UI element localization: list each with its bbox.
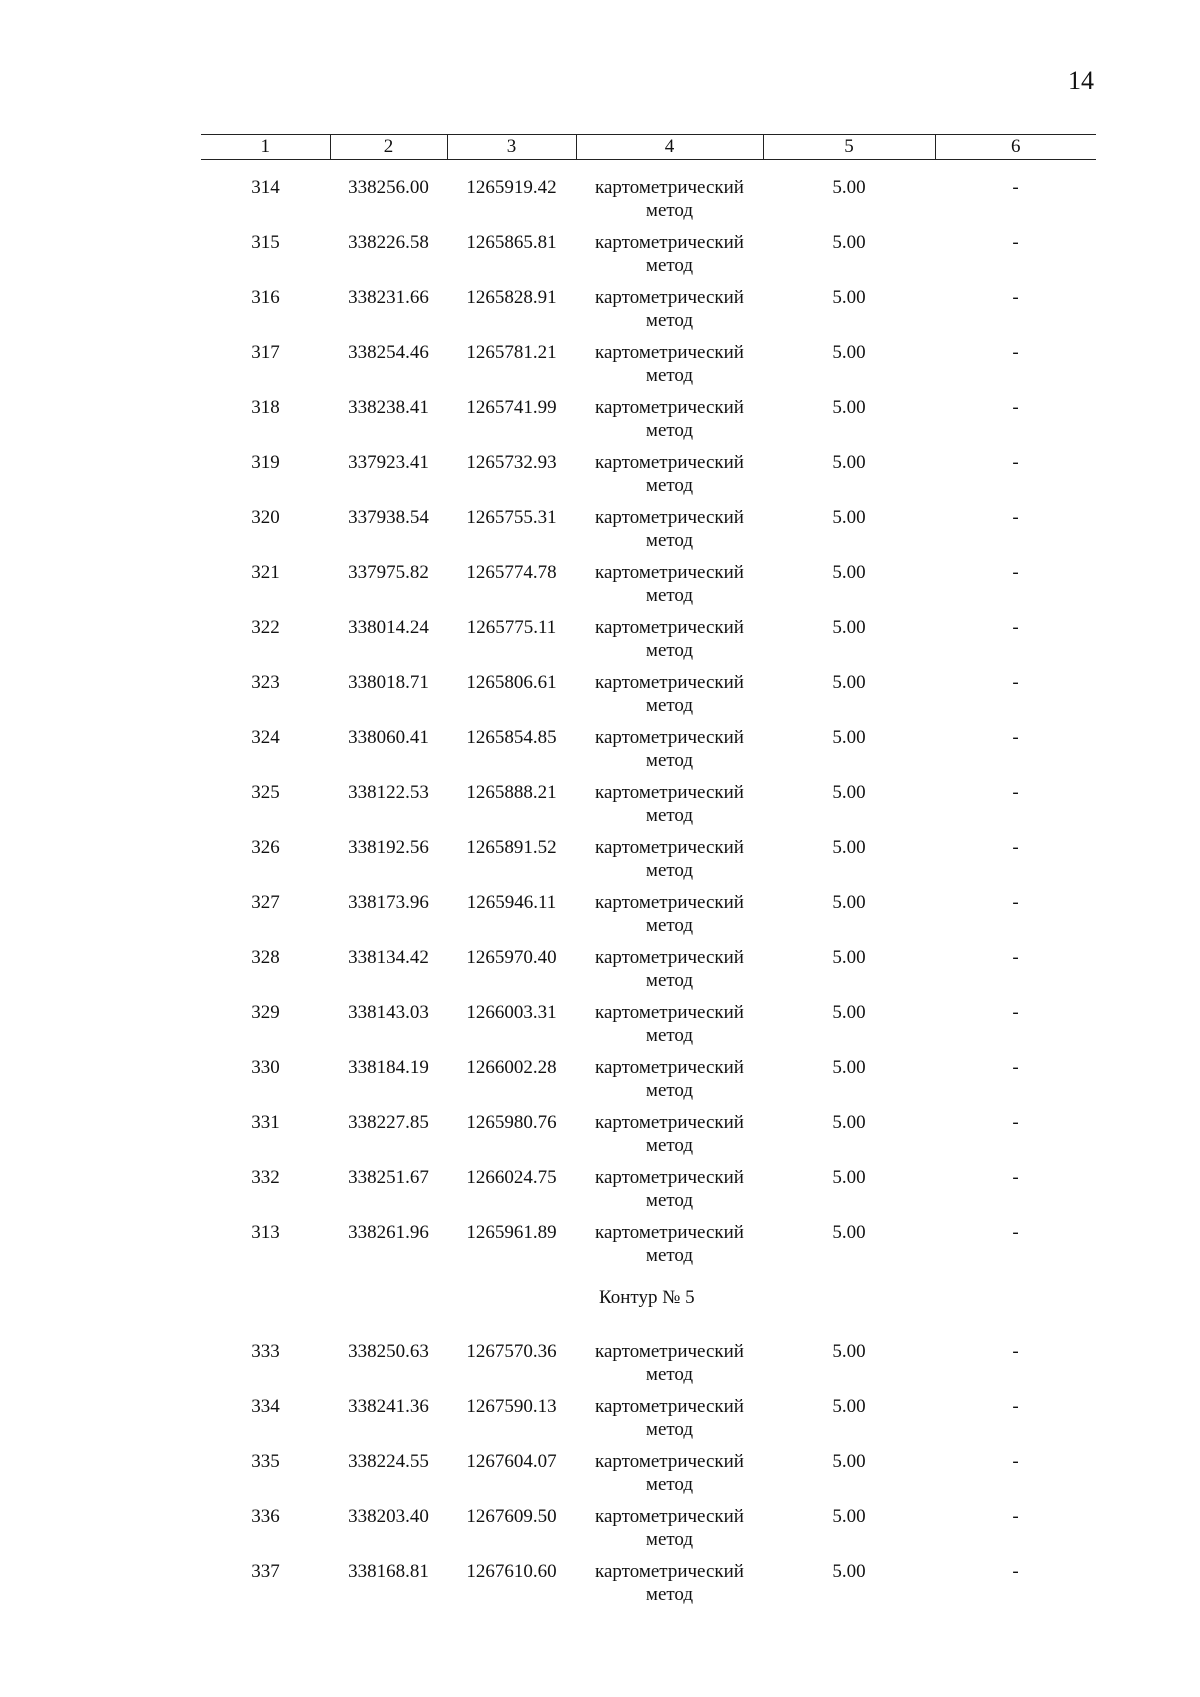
- table-row: [201, 231, 1096, 286]
- method-line-2: метод: [645, 1190, 694, 1211]
- accuracy-value: 5.00: [832, 617, 866, 638]
- point-number: 333: [251, 1341, 280, 1362]
- note-value: -: [1012, 452, 1019, 473]
- point-number: 332: [251, 1167, 280, 1188]
- method-line-1: картометрический: [595, 287, 744, 308]
- coordinate-x: 338060.41: [348, 727, 429, 748]
- method-cell: [576, 1221, 763, 1276]
- note-value: -: [1012, 1112, 1019, 1133]
- note-value: -: [1012, 1561, 1019, 1582]
- method-cell: [576, 616, 763, 671]
- point-number: 316: [251, 287, 280, 308]
- accuracy-value: 5.00: [832, 507, 866, 528]
- note-value: -: [1012, 1506, 1019, 1527]
- accuracy-value: 5.00: [832, 1002, 866, 1023]
- method-line-2: метод: [645, 915, 694, 936]
- coordinate-y: 1266024.75: [466, 1167, 557, 1188]
- accuracy-value: 5.00: [832, 837, 866, 858]
- table-row: [201, 1166, 1096, 1221]
- accuracy-value: 5.00: [832, 1506, 866, 1527]
- method-cell: [576, 396, 763, 451]
- header-col-5: 5: [763, 135, 935, 160]
- method-line-1: картометрический: [595, 617, 744, 638]
- coordinate-y: 1265741.99: [466, 397, 557, 418]
- method-cell: [576, 1505, 763, 1560]
- coordinate-x: 338261.96: [348, 1222, 429, 1243]
- coordinate-y: 1265774.78: [466, 562, 557, 583]
- table-row: [201, 506, 1096, 561]
- method-line-2: метод: [645, 1419, 694, 1440]
- method-line-2: метод: [645, 695, 694, 716]
- table-row: [201, 1505, 1096, 1560]
- accuracy-value: 5.00: [832, 1341, 866, 1362]
- method-line-1: картометрический: [595, 342, 744, 363]
- coordinate-y: 1265781.21: [466, 342, 557, 363]
- method-cell: [576, 1056, 763, 1111]
- point-number: 322: [251, 617, 280, 638]
- method-line-1: картометрический: [595, 727, 744, 748]
- point-number: 321: [251, 562, 280, 583]
- coordinates-table: [201, 134, 1096, 1615]
- method-line-1: картометрический: [595, 1002, 744, 1023]
- method-line-2: метод: [645, 750, 694, 771]
- method-line-1: картометрический: [595, 397, 744, 418]
- method-line-2: метод: [645, 860, 694, 881]
- coordinate-x: 338238.41: [348, 397, 429, 418]
- accuracy-value: 5.00: [832, 177, 866, 198]
- point-number: 313: [251, 1222, 280, 1243]
- method-cell: [576, 781, 763, 836]
- note-value: -: [1012, 617, 1019, 638]
- coordinate-y: 1267570.36: [466, 1341, 557, 1362]
- method-line-1: картометрический: [595, 177, 744, 198]
- note-value: -: [1012, 232, 1019, 253]
- accuracy-value: 5.00: [832, 232, 866, 253]
- table-row: [201, 1340, 1096, 1395]
- table-row: [201, 341, 1096, 396]
- accuracy-value: 5.00: [832, 672, 866, 693]
- method-line-2: метод: [645, 1474, 694, 1495]
- coordinate-x: 337975.82: [348, 562, 429, 583]
- method-line-1: картометрический: [595, 782, 744, 803]
- table-row: [201, 561, 1096, 616]
- method-cell: [576, 451, 763, 506]
- table-row: [201, 726, 1096, 781]
- method-cell: [576, 1001, 763, 1056]
- method-line-2: метод: [645, 200, 694, 221]
- method-line-2: метод: [645, 1135, 694, 1156]
- method-line-1: картометрический: [595, 1396, 744, 1417]
- method-line-2: метод: [645, 365, 694, 386]
- note-value: -: [1012, 947, 1019, 968]
- coordinate-y: 1267609.50: [466, 1506, 557, 1527]
- contour-heading-row: [201, 1276, 1096, 1340]
- accuracy-value: 5.00: [832, 287, 866, 308]
- table-row: [201, 1560, 1096, 1615]
- point-number: 327: [251, 892, 280, 913]
- method-line-2: метод: [645, 255, 694, 276]
- method-line-1: картометрический: [595, 1112, 744, 1133]
- table-row: [201, 451, 1096, 506]
- coordinate-y: 1265732.93: [466, 452, 557, 473]
- method-line-2: метод: [645, 970, 694, 991]
- accuracy-value: 5.00: [832, 1451, 866, 1472]
- point-number: 319: [251, 452, 280, 473]
- method-line-1: картометрический: [595, 892, 744, 913]
- table-row: [201, 946, 1096, 1001]
- method-cell: [576, 891, 763, 946]
- point-number: 324: [251, 727, 280, 748]
- table-row: [201, 286, 1096, 341]
- note-value: -: [1012, 1002, 1019, 1023]
- coordinate-y: 1265970.40: [466, 947, 557, 968]
- coordinate-y: 1265865.81: [466, 232, 557, 253]
- coordinate-y: 1265980.76: [466, 1112, 557, 1133]
- note-value: -: [1012, 1222, 1019, 1243]
- coordinate-x: 338143.03: [348, 1002, 429, 1023]
- method-line-1: картометрический: [595, 1506, 744, 1527]
- coordinate-y: 1265775.11: [466, 617, 557, 638]
- method-line-1: картометрический: [595, 1451, 744, 1472]
- header-col-4: 4: [576, 135, 763, 160]
- method-cell: [576, 1340, 763, 1395]
- method-line-2: метод: [645, 805, 694, 826]
- method-cell: [576, 231, 763, 286]
- note-value: -: [1012, 727, 1019, 748]
- coordinate-y: 1265946.11: [466, 892, 557, 913]
- method-line-1: картометрический: [595, 1561, 744, 1582]
- note-value: -: [1012, 562, 1019, 583]
- coordinate-x: 338227.85: [348, 1112, 429, 1133]
- method-cell: [576, 726, 763, 781]
- table-row: [201, 616, 1096, 671]
- table-row: [201, 396, 1096, 451]
- coordinate-x: 338173.96: [348, 892, 429, 913]
- note-value: -: [1012, 1451, 1019, 1472]
- coordinate-x: 338168.81: [348, 1561, 429, 1582]
- coordinate-x: 337923.41: [348, 452, 429, 473]
- accuracy-value: 5.00: [832, 892, 866, 913]
- note-value: -: [1012, 177, 1019, 198]
- method-line-1: картометрический: [595, 1222, 744, 1243]
- note-value: -: [1012, 287, 1019, 308]
- coordinate-x: 338231.66: [348, 287, 429, 308]
- coordinate-x: 338251.67: [348, 1167, 429, 1188]
- point-number: 334: [251, 1396, 280, 1417]
- method-cell: [576, 1166, 763, 1221]
- method-line-2: метод: [645, 1529, 694, 1550]
- coordinate-x: 338184.19: [348, 1057, 429, 1078]
- method-cell: [576, 836, 763, 891]
- coordinate-y: 1265919.42: [466, 177, 557, 198]
- method-line-1: картометрический: [595, 672, 744, 693]
- coordinate-x: 338122.53: [348, 782, 429, 803]
- coordinate-x: 338250.63: [348, 1341, 429, 1362]
- method-cell: [576, 1111, 763, 1166]
- coordinate-y: 1267604.07: [466, 1451, 557, 1472]
- accuracy-value: 5.00: [832, 1561, 866, 1582]
- header-col-2: 2: [330, 135, 447, 160]
- note-value: -: [1012, 1396, 1019, 1417]
- point-number: 320: [251, 507, 280, 528]
- method-line-2: метод: [645, 475, 694, 496]
- method-line-1: картометрический: [595, 452, 744, 473]
- coordinate-x: 338254.46: [348, 342, 429, 363]
- note-value: -: [1012, 342, 1019, 363]
- method-line-1: картометрический: [595, 947, 744, 968]
- method-cell: [576, 341, 763, 396]
- coordinate-x: 337938.54: [348, 507, 429, 528]
- table-row: [201, 1450, 1096, 1505]
- note-value: -: [1012, 892, 1019, 913]
- table-body: [201, 160, 1096, 1616]
- coordinate-x: 338256.00: [348, 177, 429, 198]
- method-line-1: картометрический: [595, 1167, 744, 1188]
- coordinate-x: 338134.42: [348, 947, 429, 968]
- note-value: -: [1012, 1057, 1019, 1078]
- accuracy-value: 5.00: [832, 947, 866, 968]
- accuracy-value: 5.00: [832, 1112, 866, 1133]
- coordinate-y: 1265891.52: [466, 837, 557, 858]
- coordinate-x: 338203.40: [348, 1506, 429, 1527]
- point-number: 330: [251, 1057, 280, 1078]
- method-cell: [576, 946, 763, 1001]
- coordinate-y: 1265888.21: [466, 782, 557, 803]
- table-row: [201, 1111, 1096, 1166]
- table-row: [201, 1056, 1096, 1111]
- accuracy-value: 5.00: [832, 562, 866, 583]
- accuracy-value: 5.00: [832, 452, 866, 473]
- table-row: [201, 1221, 1096, 1276]
- note-value: -: [1012, 397, 1019, 418]
- point-number: 335: [251, 1451, 280, 1472]
- contour-heading: Контур № 5: [599, 1287, 695, 1308]
- header-col-3: 3: [447, 135, 576, 160]
- page-number: 14: [1068, 66, 1094, 95]
- coordinate-x: 338241.36: [348, 1396, 429, 1417]
- method-cell: [576, 561, 763, 616]
- method-line-1: картометрический: [595, 1057, 744, 1078]
- coordinate-y: 1265806.61: [466, 672, 557, 693]
- method-line-2: метод: [645, 310, 694, 331]
- coordinate-y: 1266003.31: [466, 1002, 557, 1023]
- accuracy-value: 5.00: [832, 342, 866, 363]
- coordinate-y: 1266002.28: [466, 1057, 557, 1078]
- header-col-1: 1: [201, 135, 330, 160]
- point-number: 318: [251, 397, 280, 418]
- accuracy-value: 5.00: [832, 1057, 866, 1078]
- header-col-6: 6: [935, 135, 1096, 160]
- note-value: -: [1012, 1167, 1019, 1188]
- method-line-2: метод: [645, 1584, 694, 1605]
- table-row: [201, 891, 1096, 946]
- point-number: 337: [251, 1561, 280, 1582]
- method-cell: [576, 506, 763, 561]
- coordinate-y: 1265854.85: [466, 727, 557, 748]
- coordinate-y: 1267590.13: [466, 1396, 557, 1417]
- method-cell: [576, 1450, 763, 1505]
- table-row: [201, 836, 1096, 891]
- table-header: [201, 135, 1096, 160]
- method-line-1: картометрический: [595, 1341, 744, 1362]
- coordinate-x: 338192.56: [348, 837, 429, 858]
- point-number: 328: [251, 947, 280, 968]
- method-line-2: метод: [645, 585, 694, 606]
- table-row: [201, 781, 1096, 836]
- point-number: 325: [251, 782, 280, 803]
- header-row: [201, 135, 1096, 160]
- note-value: -: [1012, 672, 1019, 693]
- method-line-1: картометрический: [595, 232, 744, 253]
- table-row: [201, 1001, 1096, 1056]
- note-value: -: [1012, 782, 1019, 803]
- method-line-1: картометрический: [595, 562, 744, 583]
- method-line-2: метод: [645, 1364, 694, 1385]
- point-number: 314: [251, 177, 280, 198]
- note-value: -: [1012, 507, 1019, 528]
- accuracy-value: 5.00: [832, 397, 866, 418]
- method-line-2: метод: [645, 640, 694, 661]
- method-cell: [576, 1560, 763, 1615]
- coordinate-y: 1265961.89: [466, 1222, 557, 1243]
- point-number: 331: [251, 1112, 280, 1133]
- method-line-2: метод: [645, 1245, 694, 1266]
- point-number: 315: [251, 232, 280, 253]
- method-cell: [576, 1395, 763, 1450]
- accuracy-value: 5.00: [832, 782, 866, 803]
- method-cell: [576, 671, 763, 726]
- table-row: [201, 671, 1096, 726]
- coordinate-x: 338226.58: [348, 232, 429, 253]
- point-number: 336: [251, 1506, 280, 1527]
- method-cell: [576, 286, 763, 341]
- point-number: 329: [251, 1002, 280, 1023]
- coordinate-y: 1265755.31: [466, 507, 557, 528]
- coordinate-x: 338224.55: [348, 1451, 429, 1472]
- coordinate-x: 338018.71: [348, 672, 429, 693]
- table-row: [201, 1395, 1096, 1450]
- coordinate-x: 338014.24: [348, 617, 429, 638]
- accuracy-value: 5.00: [832, 727, 866, 748]
- method-line-1: картометрический: [595, 507, 744, 528]
- method-line-2: метод: [645, 1025, 694, 1046]
- method-line-2: метод: [645, 1080, 694, 1101]
- note-value: -: [1012, 1341, 1019, 1362]
- coordinate-y: 1267610.60: [466, 1561, 557, 1582]
- accuracy-value: 5.00: [832, 1222, 866, 1243]
- method-cell: [576, 160, 763, 232]
- method-line-1: картометрический: [595, 837, 744, 858]
- table-row: [201, 160, 1096, 232]
- method-line-2: метод: [645, 420, 694, 441]
- point-number: 323: [251, 672, 280, 693]
- coordinate-y: 1265828.91: [466, 287, 557, 308]
- accuracy-value: 5.00: [832, 1167, 866, 1188]
- note-value: -: [1012, 837, 1019, 858]
- point-number: 326: [251, 837, 280, 858]
- method-line-2: метод: [645, 530, 694, 551]
- point-number: 317: [251, 342, 280, 363]
- accuracy-value: 5.00: [832, 1396, 866, 1417]
